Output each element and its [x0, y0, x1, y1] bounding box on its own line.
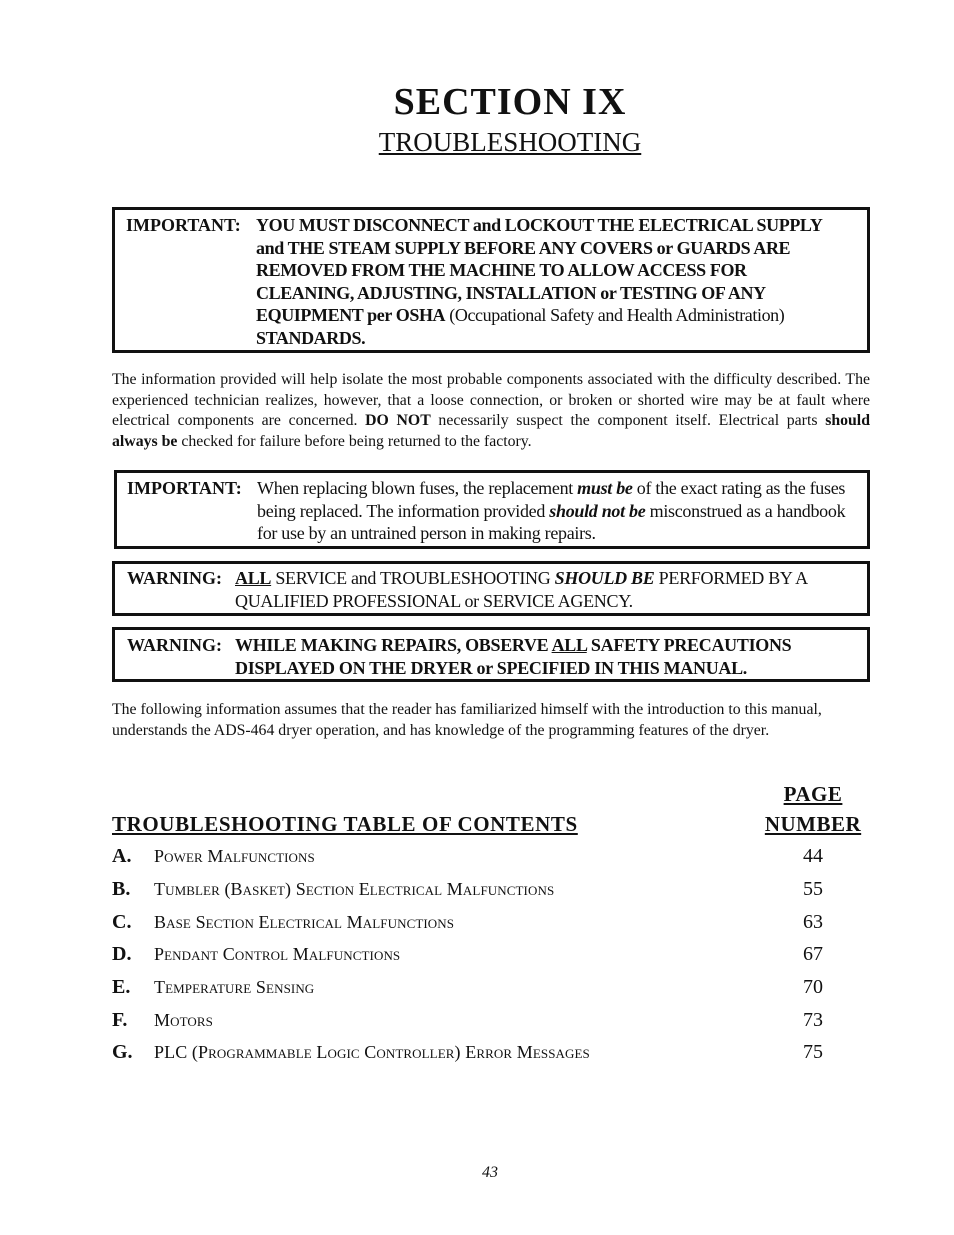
toc-item[interactable] [112, 1009, 863, 1039]
toc-item-title: PLC (Programmable Logic Controller) Error Messages [154, 1042, 590, 1062]
section-subtitle: TROUBLESHOOTING [378, 127, 642, 157]
toc-item[interactable] [112, 1041, 863, 1071]
toc-item-page: 55 [803, 878, 823, 900]
warning-underline: ALL [551, 635, 587, 655]
notice-emphasis: should not be [549, 500, 646, 521]
toc-item-letter: B. [112, 878, 131, 900]
section-title: SECTION IX [393, 81, 627, 123]
warning-text [235, 567, 860, 612]
toc-item-page: 63 [803, 911, 823, 933]
number-column-header: NUMBER [764, 812, 862, 836]
warning-text-part: SAFETY PRECAUTIONS DISPLAYED ON THE DRYER or SPECIFIED IN THIS MANUAL. [235, 635, 792, 678]
notice-line: CLEANING, ADJUSTING, INSTALLATION or TESTING OF ANY [256, 282, 766, 303]
page-number: 43 [482, 1164, 498, 1181]
warning-notice-safety [112, 627, 870, 682]
notice-line [256, 304, 861, 327]
important-label: IMPORTANT: [126, 215, 241, 235]
warning-emphasis: SHOULD BE [554, 568, 655, 588]
toc-item[interactable] [112, 976, 863, 1006]
toc-item-page: 75 [803, 1041, 823, 1063]
notice-line: YOU MUST DISCONNECT and LOCKOUT THE ELECTRICAL SUPPLY [256, 215, 823, 235]
notice-line: REMOVED FROM THE MACHINE TO ALLOW ACCESS FOR [256, 260, 747, 280]
important-notice-lockout [112, 207, 870, 353]
toc-item[interactable] [112, 845, 863, 875]
notice-emphasis: must be [577, 478, 633, 498]
warning-notice-qualified [112, 561, 870, 616]
toc-item[interactable] [112, 911, 863, 941]
toc-item-page: 70 [803, 976, 823, 998]
toc-item-page: 67 [803, 943, 823, 965]
toc-item-title: Motors [154, 1010, 213, 1030]
warning-text-part: PERFORMED BY A QUALIFIED PROFESSIONAL or SERVICE AGENCY. [235, 568, 807, 611]
toc-item-title: Pendant Control Malfunctions [154, 944, 401, 964]
toc-item-title: Tumbler (Basket) Section Electrical Malfunctions [154, 879, 555, 899]
toc-item[interactable] [112, 878, 863, 908]
notice-text: misconstrued as a handbook for use by an untrained person in making repairs. [257, 500, 846, 543]
toc-item-letter: C. [112, 911, 132, 933]
intro-paragraph [112, 370, 870, 453]
toc-item-page: 44 [803, 845, 823, 867]
important-text [256, 214, 861, 349]
important-label: IMPORTANT: [127, 478, 242, 498]
notice-text: When replacing blown fuses, the replacement [257, 478, 578, 498]
notice-text: of the exact rating as the fuses being replaced. The information provided [257, 478, 846, 521]
intro-bold: DO NOT [365, 412, 431, 430]
warning-text-part: SERVICE and TROUBLESHOOTING [271, 568, 555, 588]
toc-item-page: 73 [803, 1009, 823, 1031]
toc-item-title: Power Malfunctions [154, 846, 315, 866]
toc-item-letter: E. [112, 976, 131, 998]
toc-heading: TROUBLESHOOTING TABLE OF CONTENTS [112, 812, 578, 836]
intro-text: checked for failure before being returned to the factory. [177, 433, 532, 451]
intro-text: necessarily suspect the component itself. Electrical parts [430, 412, 826, 430]
toc-item-letter: G. [112, 1041, 133, 1063]
warning-label: WARNING: [127, 568, 223, 588]
notice-line: and THE STEAM SUPPLY BEFORE ANY COVERS or GUARDS ARE [256, 237, 791, 258]
intro-bold: should always be [112, 412, 870, 451]
toc-item-title: Temperature Sensing [154, 977, 315, 997]
toc-item-letter: A. [112, 845, 132, 867]
osha-expansion: (Occupational Safety and Health Administration) [445, 305, 785, 325]
warning-underline: ALL [235, 568, 272, 588]
important-notice-fuses [114, 470, 870, 549]
page-column-header: PAGE [783, 782, 843, 806]
toc-item-letter: D. [112, 943, 132, 965]
intro-text: The information provided will help isolate the most probable components associated with the difficulty described. The experienced technician realizes, however, that a loose connection, or broken or shorted wire may be at fault where electrical components are concerned. [112, 371, 870, 430]
warning-text-part: WHILE MAKING REPAIRS, OBSERVE [235, 635, 552, 655]
warning-text [235, 634, 865, 679]
assumption-paragraph: The following information assumes that the reader has familiarized himself with the introduction to this manual, understands the ADS-464 dryer operation, and has knowledge of the programming features of the dryer. [112, 701, 822, 739]
toc-item-letter: F. [112, 1009, 128, 1031]
osha-bold: EQUIPMENT per OSHA [256, 305, 446, 325]
warning-label: WARNING: [127, 635, 223, 655]
toc-item-title: Base Section Electrical Malfunctions [154, 912, 455, 932]
important-text [257, 477, 863, 545]
toc-item[interactable] [112, 943, 863, 973]
notice-line: STANDARDS. [256, 327, 366, 348]
